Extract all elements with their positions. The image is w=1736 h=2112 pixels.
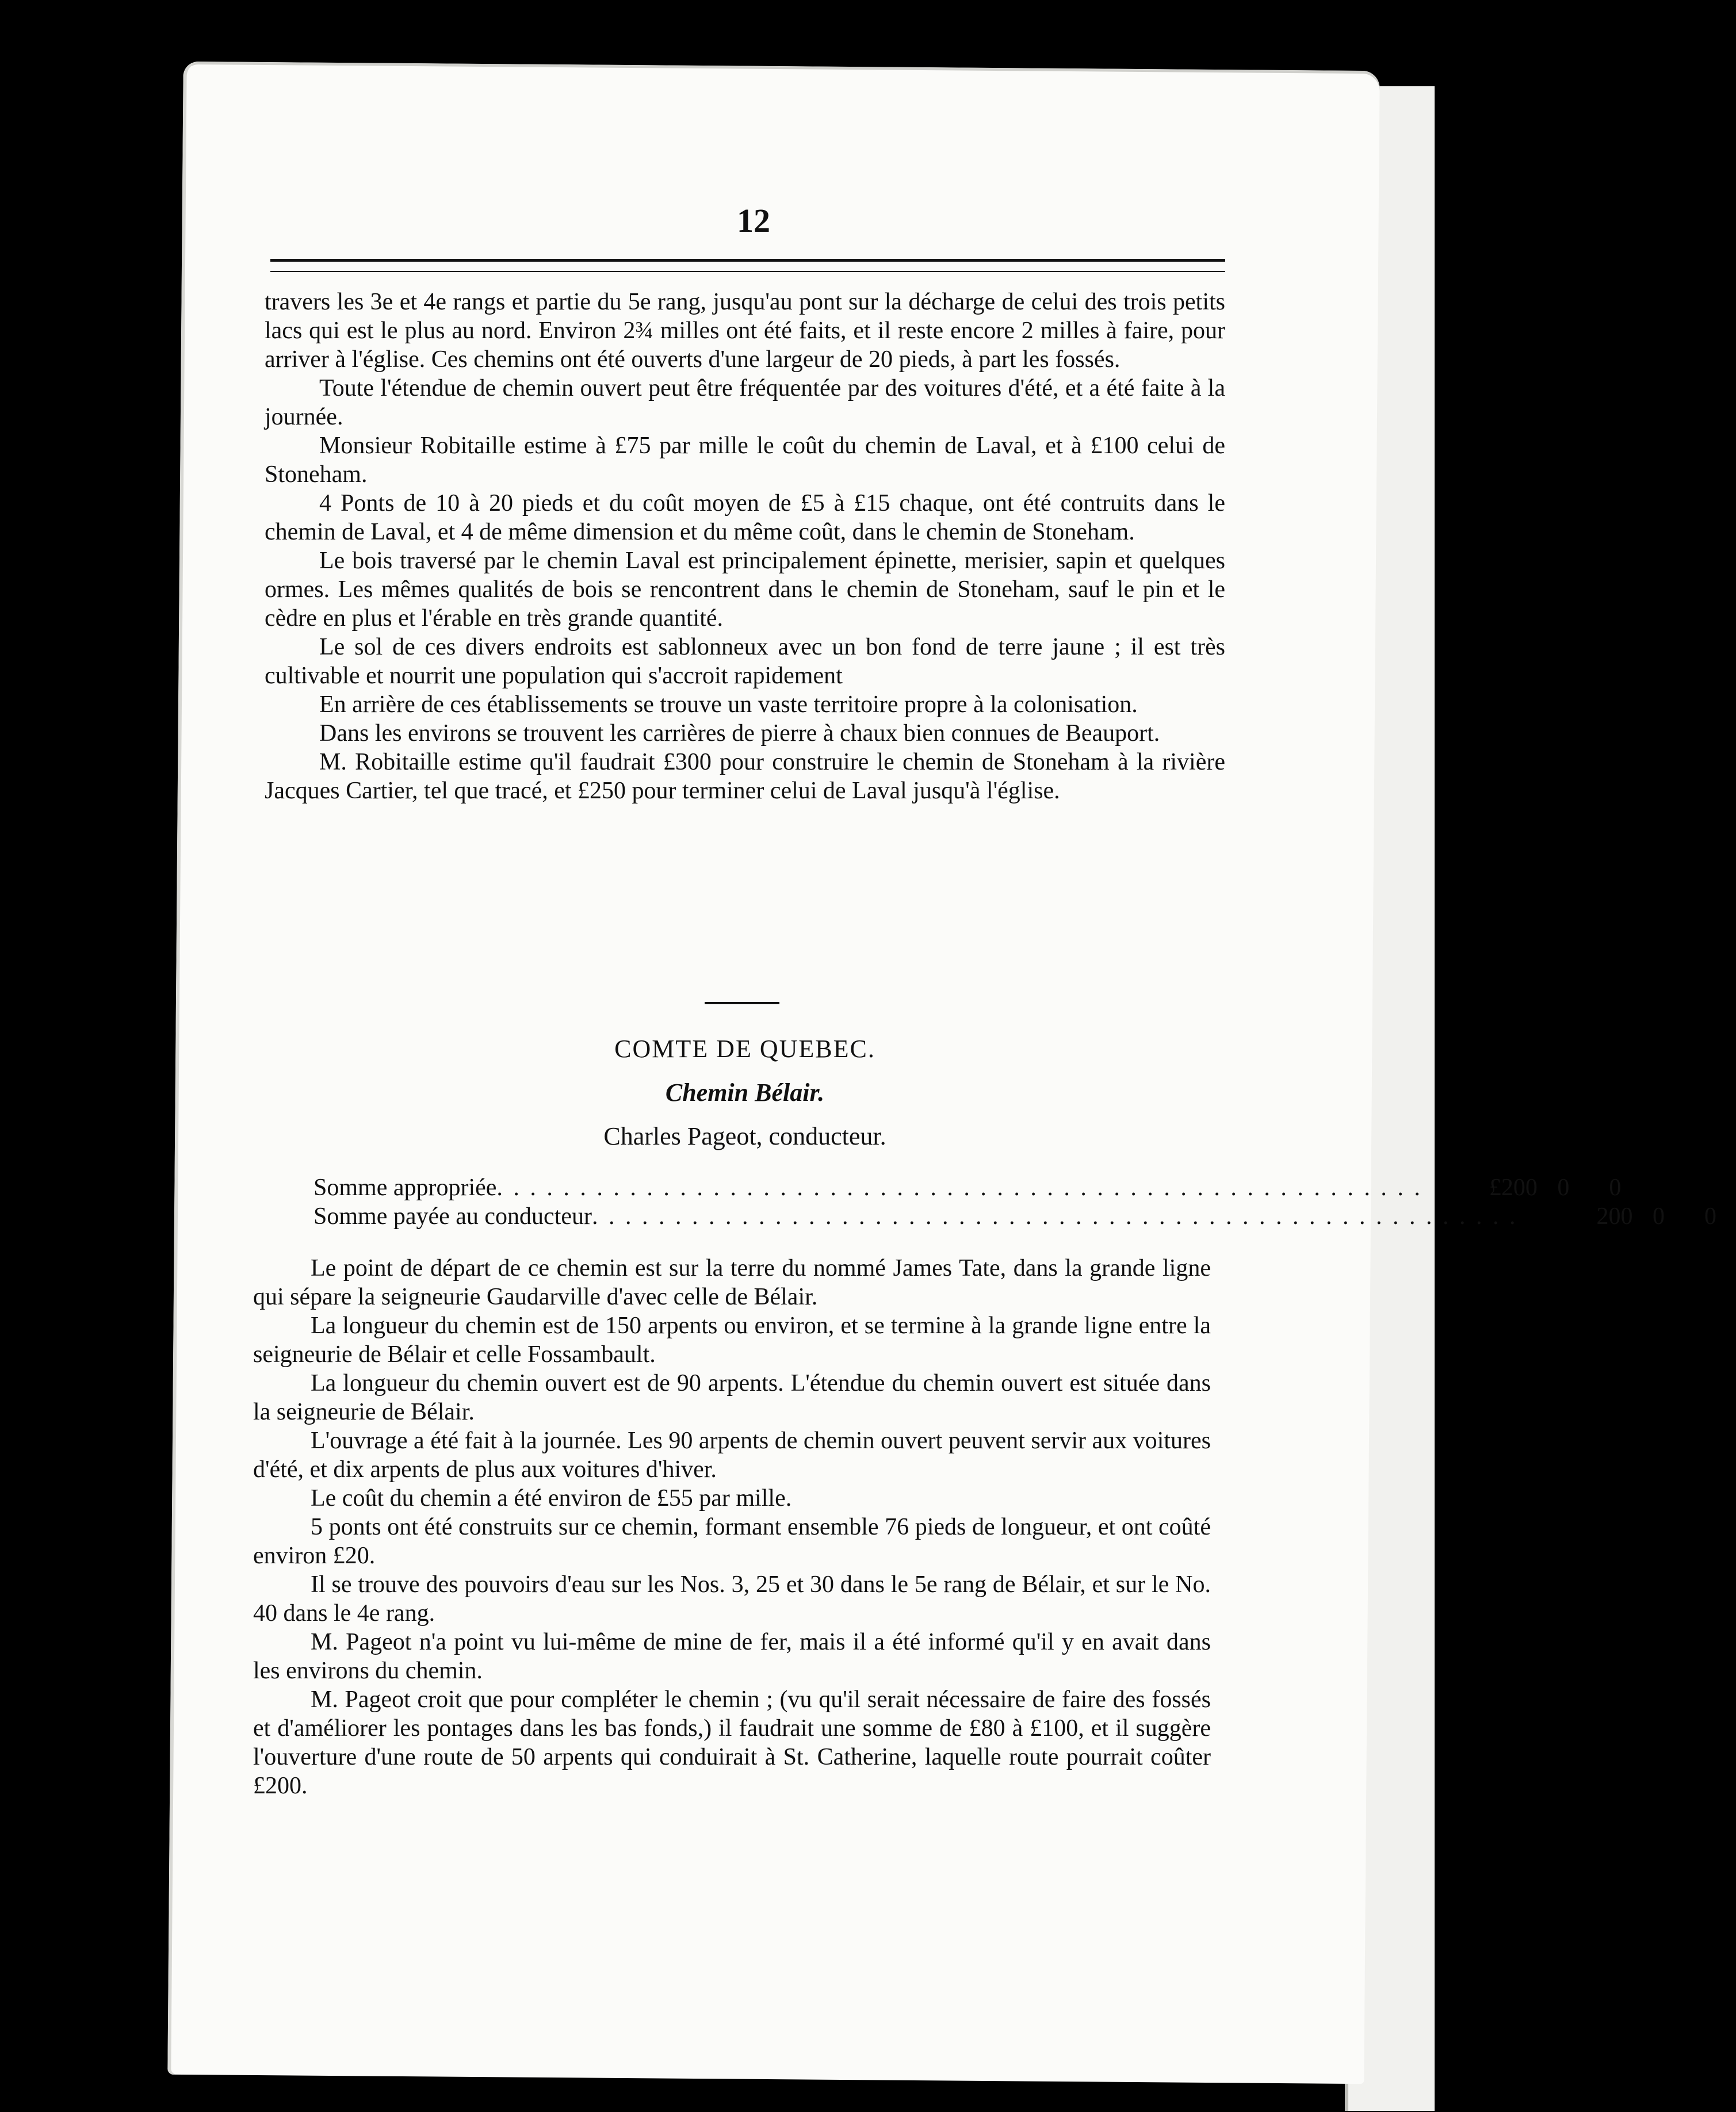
paragraph: M. Pageot croit que pour compléter le chemin ; (vu qu'il serait nécessaire de faire des fossés et d'améliorer les pontages dans les bas fonds,) il faudrait une somme de £80 à £100, et il suggère l'ouverture d'une route de 50 arpents qui conduirait à St. Catherine, laquelle route pourrait coûter £200. xyxy=(253,1686,1211,1799)
paragraph: Toute l'étendue de chemin ouvert peut être fréquentée par des voitures d'été, et a été faite à la journée. xyxy=(265,375,1225,430)
ledger-shillings: 0 xyxy=(1557,1174,1570,1201)
body-text-bottom xyxy=(253,1254,1211,1800)
ledger-amount: 200 xyxy=(1596,1203,1633,1230)
paragraph: Le bois traversé par le chemin Laval est principalement épinette, merisier, sapin et quelques ormes. Les mêmes qualités de bois se rencontrent dans le chemin de Stoneham, sauf le pin et le cèdre en plus et l'érable en très grande quantité. xyxy=(265,548,1225,632)
paragraph: La longueur du chemin ouvert est de 90 arpents. L'étendue du chemin ouvert est située dans la seigneurie de Bélair. xyxy=(253,1370,1211,1425)
paragraph: Dans les environs se trouvent les carrières de pierre à chaux bien connues de Beauport. xyxy=(319,720,1160,747)
body-text-top xyxy=(265,288,1225,805)
paragraph: Le sol de ces divers endroits est sablonneux avec un bon fond de terre jaune ; il est très cultivable et nourrit une population qui s'accroit rapidement xyxy=(265,634,1225,689)
ledger-row xyxy=(313,1202,1716,1231)
paragraph: L'ouvrage a été fait à la journée. Les 90 arpents de chemin ouvert peuvent servir aux voitures d'été, et dix arpents de plus aux voitures d'hiver. xyxy=(253,1428,1211,1483)
section-title: COMTE DE QUEBEC. xyxy=(614,1035,875,1063)
paragraph: travers les 3e et 4e rangs et partie du 5e rang, jusqu'au pont sur la décharge de celui des trois petits lacs qui est le plus au nord. Environ 2¾ milles ont été faits, et il reste encore 2 milles à faire, pour arriver à l'église. Ces chemins ont été ouverts d'une largeur de 20 pieds, à part les fossés. xyxy=(265,289,1225,373)
paragraph: Monsieur Robitaille estime à £75 par mille le coût du chemin de Laval, et à £100 celui de Stoneham. xyxy=(265,433,1225,488)
paragraph: En arrière de ces établissements se trouve un vaste territoire propre à la colonisation. xyxy=(319,691,1138,718)
paragraph: 5 ponts ont été construits sur ce chemin, formant ensemble 76 pieds de longueur, et ont coûté environ £20. xyxy=(253,1514,1211,1569)
paragraph: M. Pageot n'a point vu lui-même de mine de fer, mais il a été informé qu'il y en avait dans les environs du chemin. xyxy=(253,1629,1211,1684)
header-rule xyxy=(270,259,1225,272)
paragraph: M. Robitaille estime qu'il faudrait £300 pour construire le chemin de Stoneham à la rivière Jacques Cartier, tel que tracé, et £250 pour terminer celui de Laval jusqu'à l'église. xyxy=(265,749,1225,804)
ledger-shillings: 0 xyxy=(1652,1203,1665,1230)
ledger-label: Somme payée au conducteur xyxy=(313,1203,592,1230)
section-conductor: Charles Pageot, conducteur. xyxy=(603,1122,886,1150)
paragraph: 4 Ponts de 10 à 20 pieds et du coût moyen de £5 à £15 chaque, ont été contruits dans le chemin de Laval, et 4 de même dimension et du même coût, dans le chemin de Stoneham. xyxy=(265,490,1225,545)
paragraph: Il se trouve des pouvoirs d'eau sur les Nos. 3, 25 et 30 dans le 5e rang de Bélair, et sur le No. 40 dans le 4e rang. xyxy=(253,1571,1211,1627)
paragraph: Le point de départ de ce chemin est sur la terre du nommé James Tate, dans la grande ligne qui sépare la seigneurie Gaudarville d'avec celle de Bélair. xyxy=(253,1255,1211,1310)
section-heading xyxy=(265,1032,1225,1153)
paragraph: La longueur du chemin est de 150 arpents ou environ, et se termine à la grande ligne entre la seigneurie de Bélair et celle Fossambault. xyxy=(253,1313,1211,1368)
ledger-table xyxy=(313,1173,1716,1231)
section-separator xyxy=(705,1002,779,1004)
ledger-pence: 0 xyxy=(1704,1203,1716,1230)
section-subtitle: Chemin Bélair. xyxy=(665,1078,825,1107)
leader-dots: . . . . . . . . . . . . . . . . . . . . . . . . . . . . . . . . . . . . . . . . . . . . . . . . . . . . . . . . xyxy=(591,1203,1518,1230)
leader-dots: . . . . . . . . . . . . . . . . . . . . . . . . . . . . . . . . . . . . . . . . . . . . . . . . . . . . . . . . xyxy=(496,1174,1423,1201)
ledger-label: Somme appropriée xyxy=(313,1174,497,1201)
ledger-pence: 0 xyxy=(1609,1174,1622,1201)
paragraph: Le coût du chemin a été environ de £55 par mille. xyxy=(311,1485,792,1512)
ledger-amount: £200 xyxy=(1489,1174,1538,1201)
ledger-row xyxy=(313,1173,1622,1202)
page-number: 12 xyxy=(737,202,770,239)
